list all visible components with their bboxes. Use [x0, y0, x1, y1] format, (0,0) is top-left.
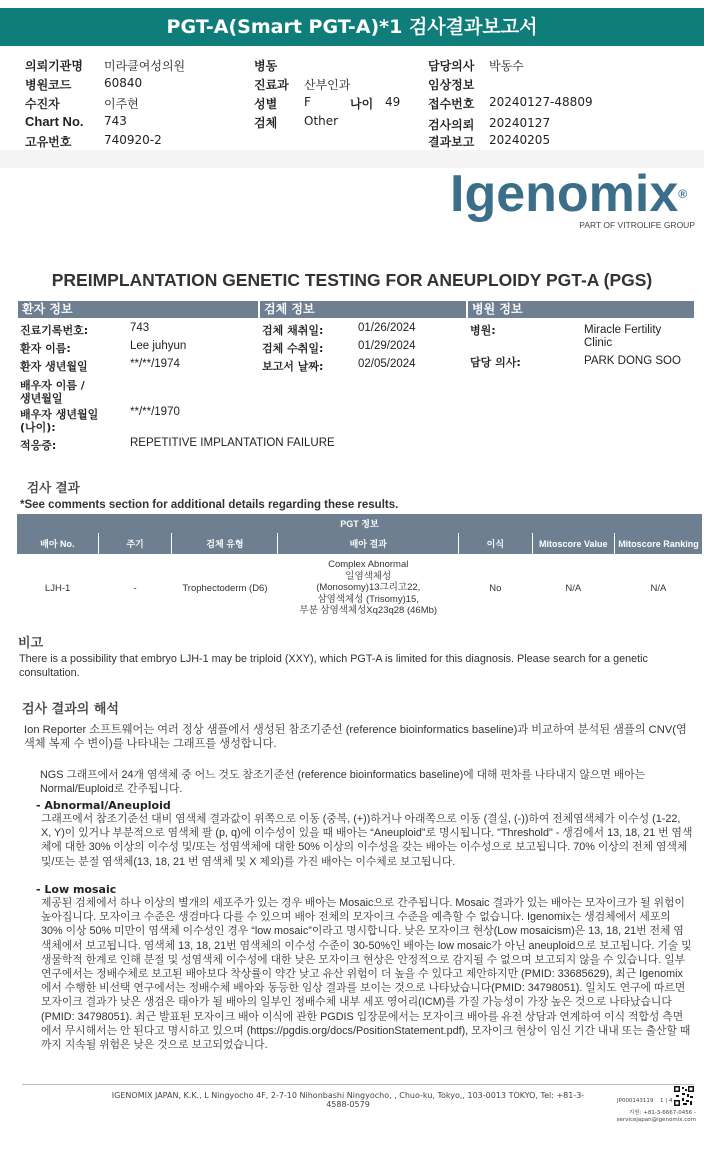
- hospital-name-label: 병원:: [470, 324, 496, 337]
- spouse-dob-label-2: (나이):: [20, 421, 56, 434]
- footer-contact-line-1: 지원: +81-3-6667-0456 -: [628, 1110, 696, 1116]
- doctor-label: 담당의사: [428, 59, 475, 73]
- dept-label: 진료과: [254, 78, 289, 92]
- specimen-label: 검체: [254, 116, 278, 130]
- report-banner-title: PGT-A(Smart PGT-A)*1 검사결과보고서: [0, 8, 704, 46]
- receive-date-value: 01/29/2024: [358, 340, 416, 352]
- col-specimen-type: 검체 유형: [172, 533, 278, 554]
- patient-value: 이주현: [104, 97, 139, 111]
- footer-address-line-2: 4588-0579: [326, 1100, 370, 1109]
- results-heading: 검사 결과: [27, 480, 80, 495]
- age-label: 나이: [350, 97, 374, 111]
- abnormal-heading: - Abnormal/Aneuploid: [36, 799, 171, 812]
- specimen-info-header: 검체 정보: [260, 301, 466, 318]
- footer-address: [108, 1091, 588, 1109]
- report-date-value: 02/05/2024: [358, 358, 416, 370]
- name-label: 환자 이름:: [20, 342, 71, 355]
- table-row: [17, 554, 703, 622]
- interpretation-normal: NGS 그래프에서 24개 염색체 중 어느 것도 참조기준선 (reference bioinformatics baseline)에 대해 편차를 나타내지 않으면 배아는 Normal/Euploid로 간주됩니다.: [40, 769, 646, 796]
- attending-doctor-value: PARK DONG SOO: [584, 355, 681, 367]
- unique-label: 고유번호: [25, 135, 72, 149]
- name-value: Lee juhyun: [130, 340, 187, 352]
- footer-rule: [22, 1084, 694, 1085]
- chart-label: Chart No.: [25, 114, 84, 129]
- qr-code-icon: [674, 1086, 694, 1106]
- comment-text: There is a possibility that embryo LJH-1 may be triploid (XXY), which PGT-A is limited for this diagnosis. Please search for a genetic consultation.: [19, 653, 648, 680]
- institution-value: 미라클여성의원: [104, 59, 186, 73]
- cell-mito-rank: N/A: [650, 582, 667, 594]
- col-mitoscore-value: Mitoscore Value: [532, 533, 614, 554]
- specimen-value: Other: [304, 114, 339, 128]
- igenomix-logo: [450, 166, 695, 236]
- indication-value: REPETITIVE IMPLANTATION FAILURE: [130, 437, 335, 449]
- receipt-label: 접수번호: [428, 97, 475, 111]
- results-note: *See comments section for additional details regarding these results.: [20, 499, 399, 511]
- abnormal-text: 그래프에서 참조기준선 대비 염색체 결과값이 위쪽으로 이동 (중복, (+))하거나 아래쪽으로 이동 (결실, (-))하여 전체염색체가 이수성 (1-22, X, Y)이 있거나 부분적으로 염색체 팔 (p, q)에 이수성이 있을 때 배아는 “Aneuploid”로 명시됩니다. "Threshold" - 생검에서 13, 18, 21 번 염색체에 대한 30% 이상의 이수성 및/또는 성염색체에 대한 50% 이상의 이수성을 갖는 배아는 이수성으로 보고됩니다. 70% 이상의 전체 염색체 및/또는 분절 염색체(13, 18, 21 번 염색체 및 X 제외)를 가진 배아는 이수체로 보고됩니다.: [41, 813, 693, 868]
- footer-page: 1 | 4: [660, 1098, 673, 1104]
- attending-doctor-label: 담당 의사:: [470, 356, 521, 369]
- mosaic-text: 제공된 검체에서 하나 이상의 별개의 세포주가 있는 경우 배아는 Mosaic으로 간주됩니다. Mosaic 결과가 있는 배아는 모자이크가 될 위험이 높아집니다. 모자이크 수준은 생검마다 다를 수 있으며 배아 전체의 모자이크 수준을 예측할 수 없습니다. Igenomix는 생검체에서 세포의 30% 이상 50% 미만이 염색체 이수성인 경우 “low mosaic”이라고 명시합니다. 낮은 모자이크 현상(Low mosaicism)은 13, 18, 21번 전체 염색체에서 보고됩니다. 염색체 13, 18, 21번 염색체의 이수성 수준이 30-50%인 배아는 low mosaic가 아닌 aneuploid으로 보고됩니다. 기술 및 생물학적 한계로 인해 분절 및 성염색체 이수성에 대한 낮은 모자이크 현상은 안정적으로 감지될 수 없으며 보고되지 않을 수 있습니다. 일부 연구에서는 정배수체로 보고된 배아보다 착상률이 약간 낮고 유산 위험이 더 높을 수 있다고 제안하지만 (PMID: 33685629), 최근 Igenomix에서 수행한 비선택 연구에서는 정배수체 배아와 동등한 임상 결과를 보이는 것으로 나타났습니다(PMID: 34798051). 일치도 연구에 따르면 모자이크 결과가 낮은 생검은 태아가 될 배아의 일부인 정배수체 내부 세포 영어리(ICM)를 가질 가능성이 가장 높은 것으로 나타났습니다(PMID: 34798051). 최근 발표된 모자이크 배아 이식에 관한 PGDIS 입장문에서는 모자이크 배아를 유전 상담과 연계하여 이식 적합성 측면에서 무시해서는 안 된다고 명시하고 있으며 (https://pgdis.org/docs/PositionStatement.pdf), 모자이크 현상이 임신 기간 내내 또는 출산할 때까지 지속될 위험은 낮은 것으로 보고되었습니다.: [41, 897, 692, 1052]
- results-table: [17, 514, 703, 622]
- logo-subtitle: PART OF VITROLIFE GROUP: [579, 220, 695, 230]
- patient-info-header: 환자 정보: [18, 301, 258, 318]
- chart-value: 743: [104, 114, 127, 128]
- hospital-code-label: 병원코드: [25, 78, 72, 92]
- col-transfer: 이식: [458, 533, 532, 554]
- footer-code: JP000143119: [617, 1098, 654, 1104]
- hospital-info-header: 병원 정보: [468, 301, 694, 318]
- receipt-value: 20240127-48809: [489, 95, 593, 109]
- hospital-name-value-1: Miracle Fertility: [584, 324, 662, 336]
- interpretation-heading: 검사 결과의 해석: [22, 702, 119, 717]
- age-value: 49: [385, 95, 401, 109]
- patient-label: 수진자: [25, 97, 60, 111]
- report-value: 20240205: [489, 133, 551, 147]
- comment-heading: 비고: [18, 636, 44, 651]
- record-label: 진료기록번호:: [20, 324, 89, 337]
- indication-label: 적응증:: [20, 439, 57, 452]
- dob-value: **/**/1974: [130, 358, 180, 370]
- request-value: 20240127: [489, 116, 551, 130]
- mosaic-heading: - Low mosaic: [36, 883, 117, 896]
- dept-value: 산부인과: [304, 78, 351, 92]
- dob-label: 환자 생년월일: [20, 360, 88, 373]
- pgt-group-header: PGT 정보: [17, 514, 703, 533]
- col-embryo-result: 배아 결과: [278, 533, 459, 554]
- report-label: 결과보고: [428, 135, 475, 149]
- spouse-dob-label-1: 배우자 생년월일: [20, 408, 99, 421]
- clinical-label: 임상정보: [428, 78, 475, 92]
- cell-type: Trophectoderm (D6): [182, 582, 268, 594]
- col-cycle: 주기: [98, 533, 172, 554]
- ward-label: 병동: [254, 59, 278, 73]
- spouse-name-label-2: 생년월일: [20, 392, 63, 405]
- sex-label: 성별: [254, 97, 278, 111]
- unique-value: 740920-2: [104, 133, 162, 147]
- footer-contact: [610, 1110, 696, 1124]
- cell-transfer: No: [489, 582, 502, 594]
- logo-wordmark: Igenomix: [450, 165, 679, 223]
- request-label: 검사의뢰: [428, 118, 475, 132]
- logo-registered-mark: ®: [678, 187, 688, 201]
- col-mitoscore-ranking: Mitoscore Ranking: [614, 533, 702, 554]
- cell-mito-value: N/A: [565, 582, 582, 594]
- footer-contact-line-2: servicejapan@igenomix.com: [616, 1117, 696, 1123]
- record-value: 743: [130, 322, 150, 334]
- result-line-4: 삼염색체성 (Trisomy)15,: [317, 593, 419, 605]
- sex-value: F: [304, 95, 311, 109]
- hospital-code-value: 60840: [104, 76, 143, 90]
- collect-date-value: 01/26/2024: [358, 322, 416, 334]
- result-line-1: Complex Abnormal: [328, 559, 409, 571]
- main-title: PREIMPLANTATION GENETIC TESTING FOR ANEUPLOIDY PGT-A (PGS): [51, 270, 653, 290]
- doctor-value: 박동수: [489, 59, 524, 73]
- report-date-label: 보고서 날짜:: [262, 360, 324, 373]
- cell-embryo: LJH-1: [44, 582, 71, 594]
- institution-label: 의뢰기관명: [25, 59, 83, 73]
- spouse-name-label-1: 배우자 이름 /: [20, 379, 85, 392]
- col-embryo-no: 배아 No.: [17, 533, 98, 554]
- spouse-dob-value: **/**/1970: [130, 406, 180, 418]
- result-line-2: 일염색체성: [345, 570, 392, 582]
- receive-date-label: 검체 수취일:: [262, 342, 324, 355]
- footer-address-line-1: IGENOMIX JAPAN, K.K., L Ningyocho 4F, 2-7-10 Nihonbashi Ningyocho, , Chuo-ku, Tokyo,, 103-0013 TOKYO, Tel: +81-3-: [111, 1091, 585, 1100]
- cell-cycle: -: [133, 582, 137, 594]
- result-line-3: (Monosomy)13그리고22,: [316, 582, 421, 594]
- hospital-name-value-2: Clinic: [584, 337, 613, 349]
- cell-result: [278, 554, 459, 622]
- result-line-5: 부분 삼염색체성Xq23q28 (46Mb): [299, 605, 438, 617]
- interpretation-intro: Ion Reporter 소프트웨어는 여러 정상 샘플에서 생성된 참조기준선 (reference bioinformatics baseline)과 비교하여 분석된 샘플의 CNV(염색체 복제 수 변이)를 나타내는 그래프를 생성합니다.: [24, 724, 687, 751]
- collect-date-label: 검체 채취일:: [262, 324, 324, 337]
